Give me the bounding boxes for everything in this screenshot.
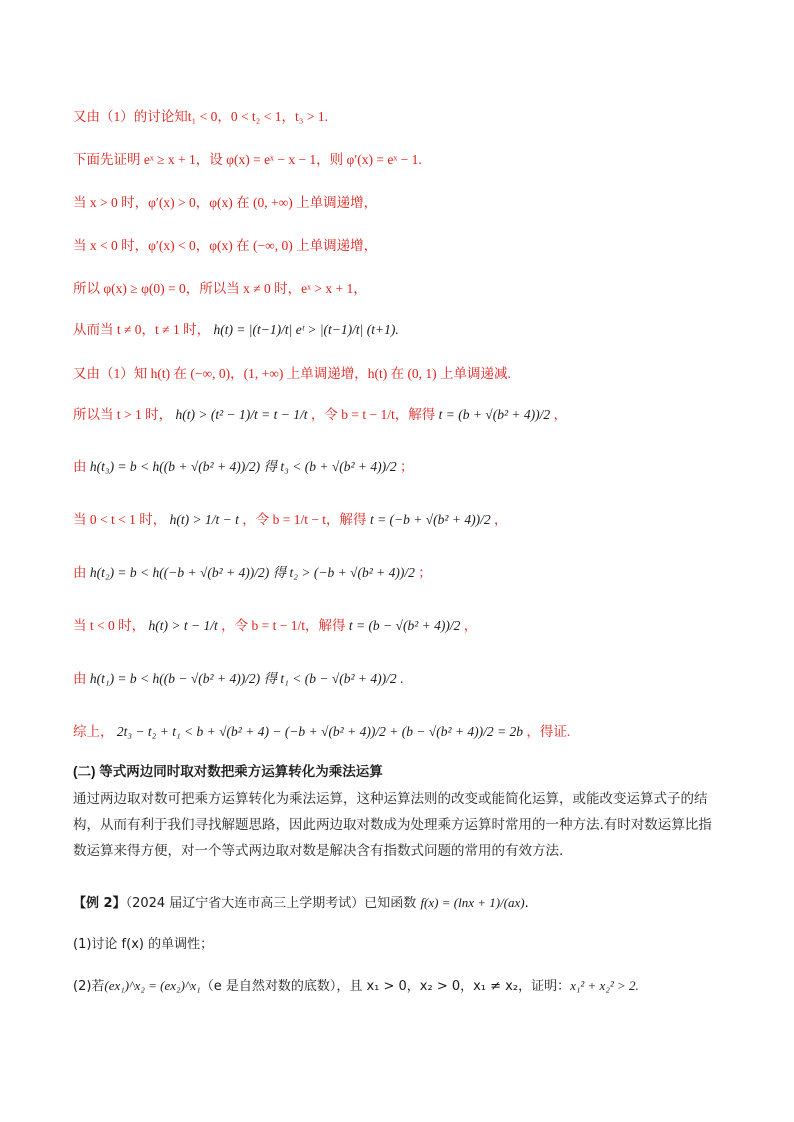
math-expression: h(t) > t − 1/t: [148, 618, 218, 633]
line-text: 当 x < 0 时，φ′(x) < 0，φ(x) 在 (−∞, 0) 上单调递增，: [73, 238, 378, 253]
line-text: 当 x > 0 时，φ′(x) > 0，φ(x) 在 (0, +∞) 上单调递增，: [73, 195, 378, 210]
example-label: 【例 2】: [73, 896, 126, 911]
proof-line-1: [73, 107, 328, 127]
math-expression: h(t₁) = b < h((b − √(b² + 4))/2) 得 t₁ < (b − √(b² + 4))/2: [89, 671, 397, 686]
question-text: （e 是自然对数的底数），且 x₁ > 0，x₂ > 0，x₁ ≠ x₂，证明：: [200, 979, 571, 994]
proof-line-11: 由 h(t₂) = b < h((−b + √(b² + 4))/2) 得 t₂ > (−b + √(b² + 4))/2 ；: [73, 565, 432, 580]
proof-line-12: 当 t < 0 时， h(t) > t − 1/t ，令 b = t − 1/t，解得 t = (b − √(b² + 4))/2 ，: [73, 618, 478, 633]
math-expression: 2t₃ − t₂ + t₁ < b + √(b² + 4) − (−b + √(b² + 4))/2 + (b − √(b² + 4))/2 = 2b: [116, 724, 523, 739]
math-expression: t = (−b + √(b² + 4))/2: [369, 512, 491, 527]
line-text: 下面先证明 eˣ ≥ x + 1，设 φ(x) = eˣ − x − 1，则 φ′(x) = eˣ − 1.: [73, 152, 422, 167]
math-expression: (ex₁)^x₂ = (ex₂)^x₁: [104, 978, 201, 993]
proof-line-9: 由 h(t₃) = b < h((b + √(b² + 4))/2) 得 t₃ < (b + √(b² + 4))/2 ；: [73, 459, 414, 474]
proof-line-8: 所以当 t > 1 时， h(t) > (t² − 1)/t = t − 1/t ，令 b = t − 1/t，解得 t = (b + √(b² + 4))/2 ，: [73, 407, 567, 422]
proof-line-14: [73, 722, 570, 742]
line-text: 从而当 t ≠ 0，t ≠ 1 时，: [73, 322, 211, 337]
line-text: 又由（1）的讨论知t₁ < 0，0 < t₂ < 1，t₃ > 1.: [73, 109, 328, 124]
line-text: 由: [73, 565, 87, 580]
proof-line-10: 当 0 < t < 1 时， h(t) > 1/t − t ，令 b = 1/t − t，解得 t = (−b + √(b² + 4))/2 ，: [73, 512, 508, 527]
math-expression: x₁² + x₂² > 2.: [570, 978, 639, 993]
question-text: (1)讨论 f(x) 的单调性；: [73, 937, 214, 952]
line-text: ，令 b = t − 1/t，解得: [310, 407, 436, 422]
question-1: [73, 935, 213, 955]
question-text: (2)若: [73, 979, 105, 994]
line-text: ，令 b = t − 1/t，解得: [221, 618, 346, 633]
example-header: 【例 2】（2024 届辽宁省大连市高三上学期考试）已知函数 f(x) = (lnx + 1)/(ax).: [73, 895, 529, 911]
math-expression: t = (b − √(b² + 4))/2: [348, 618, 461, 633]
math-expression: h(t) = |(t−1)/t| eᵗ > |(t−1)/t| (t+1).: [213, 322, 399, 337]
intro-paragraph: 通过两边取对数可把乘方运算转化为乘法运算，这种运算法则的改变或能简化运算，或能改变运算式子的结构，从而有利于我们寻找解题思路，因此两边取对数成为处理乘方运算时常用的一种方法.有时对数运算比指数运算来得方便，对一个等式两边取对数是解决含有指数式问题的常用的有效方法.: [73, 791, 712, 859]
question-2: [73, 976, 639, 997]
line-text: 又由（1）知 h(t) 在 (−∞, 0)，(1, +∞) 上单调递增，h(t) 在 (0, 1) 上单调递减.: [73, 366, 511, 381]
proof-line-2: [73, 150, 422, 170]
line-text: 由: [73, 459, 87, 474]
line-text: ，得证.: [526, 724, 571, 739]
line-text: 所以 φ(x) ≥ φ(0) = 0，所以当 x ≠ 0 时，eˣ > x + 1，: [73, 281, 367, 296]
line-text: 当 t < 0 时，: [73, 618, 146, 633]
proof-line-13: 由 h(t₁) = b < h((b − √(b² + 4))/2) 得 t₁ < (b − √(b² + 4))/2 .: [73, 671, 404, 686]
line-text: 当 0 < t < 1 时，: [73, 512, 167, 527]
line-text: 所以当 t > 1 时，: [73, 407, 173, 422]
math-expression: h(t₃) = b < h((b + √(b² + 4))/2) 得 t₃ < (b + √(b² + 4))/2: [89, 459, 397, 474]
math-expression: t = (b + √(b² + 4))/2: [438, 407, 551, 422]
proof-line-7: [73, 364, 511, 384]
math-expression: h(t₂) = b < h((−b + √(b² + 4))/2) 得 t₂ > (−b + √(b² + 4))/2: [89, 565, 415, 580]
proof-line-3: [73, 193, 377, 213]
line-text: 由: [73, 671, 87, 686]
example-source: （2024 届辽宁省大连市高三上学期考试）已知函数: [125, 896, 417, 911]
line-text: 综上，: [73, 724, 114, 739]
section-heading: (二) 等式两边同时取对数把乘方运算转化为乘法运算: [73, 764, 383, 779]
proof-line-4: [73, 236, 377, 256]
math-expression: h(t) > (t² − 1)/t = t − 1/t: [175, 407, 308, 422]
proof-line-5: [73, 279, 367, 299]
proof-line-6: [73, 320, 399, 340]
function-definition: f(x) = (lnx + 1)/(ax): [420, 895, 525, 910]
line-text: ，令 b = 1/t − t，解得: [242, 512, 367, 527]
math-expression: h(t) > 1/t − t: [169, 512, 239, 527]
